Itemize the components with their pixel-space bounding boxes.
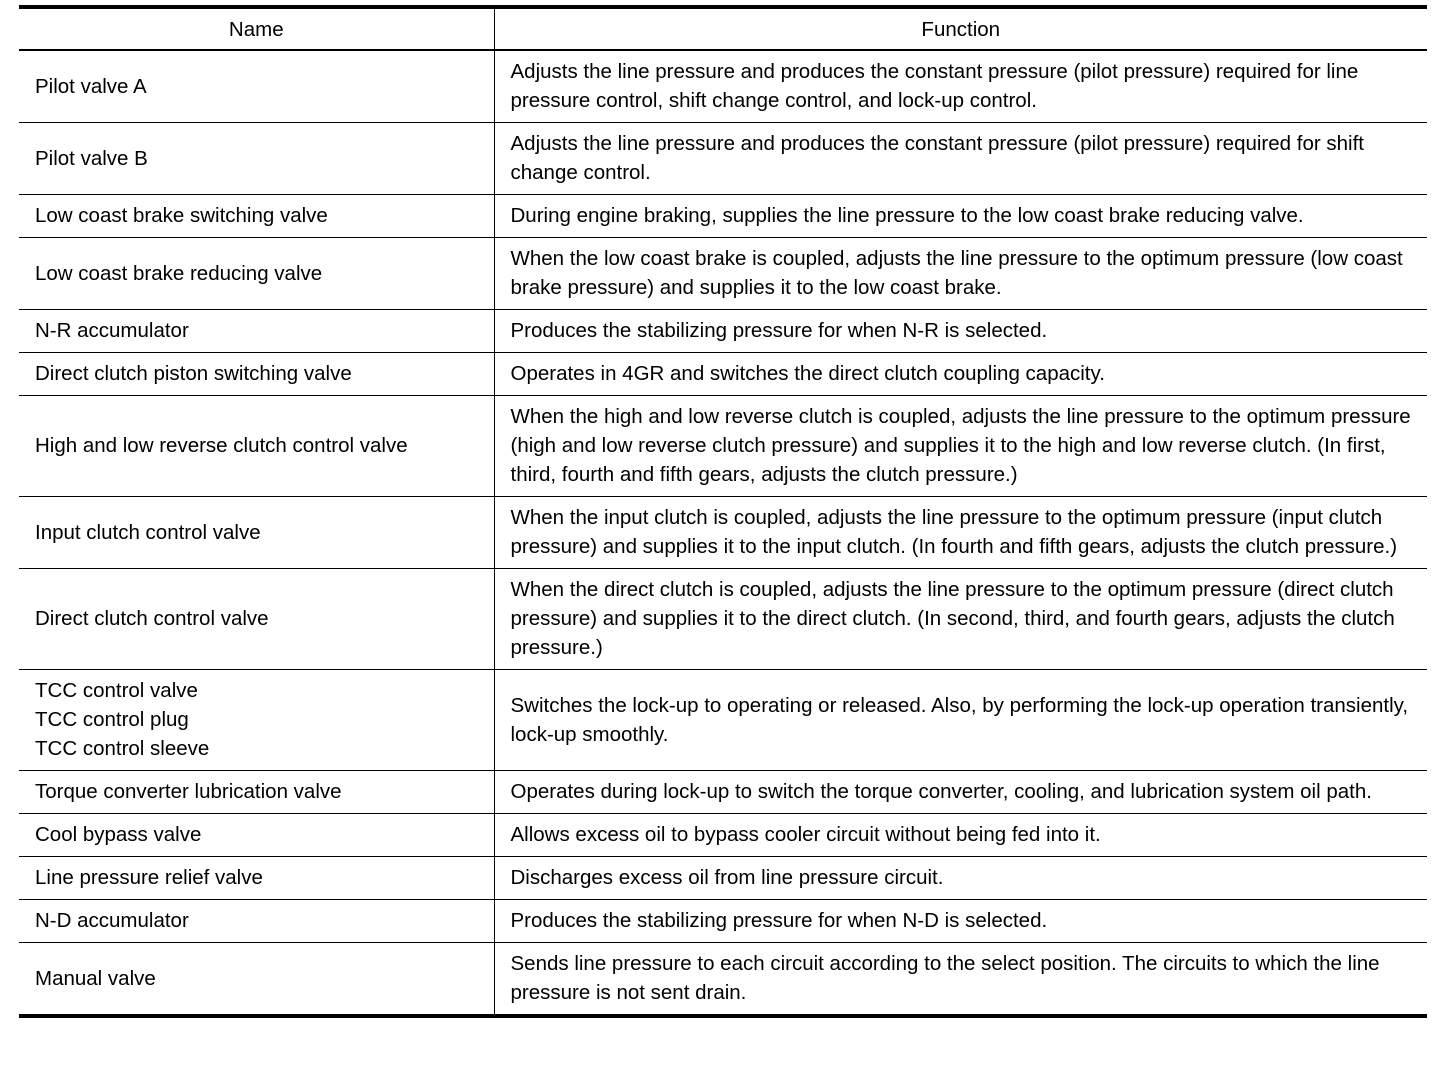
header-row <box>19 7 1427 50</box>
table-row <box>19 670 1427 771</box>
valve-name-cell: Cool bypass valve <box>19 814 494 857</box>
valve-name-cell: Low coast brake reducing valve <box>19 238 494 310</box>
valve-function-cell: Discharges excess oil from line pressure circuit. <box>494 857 1427 900</box>
valve-name-cell: Manual valve <box>19 943 494 1017</box>
table-row <box>19 353 1427 396</box>
valve-name-cell: Pilot valve A <box>19 50 494 123</box>
table-row <box>19 569 1427 670</box>
table-row <box>19 900 1427 943</box>
table-header <box>19 7 1427 50</box>
valve-function-cell: When the low coast brake is coupled, adjusts the line pressure to the optimum pressure (low coast brake pressure) and supplies it to the low coast brake. <box>494 238 1427 310</box>
valve-name-cell: N-D accumulator <box>19 900 494 943</box>
valve-name-cell: Input clutch control valve <box>19 497 494 569</box>
table-row <box>19 50 1427 123</box>
valve-function-cell: When the high and low reverse clutch is coupled, adjusts the line pressure to the optimum pressure (high and low reverse clutch pressure) and supplies it to the high and low reverse clutch. (In first, third, fourth and fifth gears, adjusts the clutch pressure.) <box>494 396 1427 497</box>
valve-name-cell: High and low reverse clutch control valve <box>19 396 494 497</box>
table-row <box>19 195 1427 238</box>
valve-function-cell: Operates in 4GR and switches the direct clutch coupling capacity. <box>494 353 1427 396</box>
table-body <box>19 50 1427 1016</box>
valve-function-cell: When the direct clutch is coupled, adjusts the line pressure to the optimum pressure (direct clutch pressure) and supplies it to the direct clutch. (In second, third, and fourth gears, adjusts the clutch pressure.) <box>494 569 1427 670</box>
table-row <box>19 943 1427 1017</box>
valve-function-cell: Adjusts the line pressure and produces the constant pressure (pilot pressure) required for line pressure control, shift change control, and lock-up control. <box>494 50 1427 123</box>
valve-function-cell: Produces the stabilizing pressure for when N-D is selected. <box>494 900 1427 943</box>
table-row <box>19 123 1427 195</box>
valve-name-cell: Pilot valve B <box>19 123 494 195</box>
valve-name-cell: Direct clutch piston switching valve <box>19 353 494 396</box>
valve-name-cell: Line pressure relief valve <box>19 857 494 900</box>
table-row <box>19 814 1427 857</box>
valve-name-cell: TCC control valve TCC control plug TCC control sleeve <box>19 670 494 771</box>
valve-function-cell: Produces the stabilizing pressure for when N-R is selected. <box>494 310 1427 353</box>
valve-function-cell: Sends line pressure to each circuit according to the select position. The circuits to which the line pressure is not sent drain. <box>494 943 1427 1017</box>
column-header-name: Name <box>19 7 494 50</box>
valve-function-cell: During engine braking, supplies the line pressure to the low coast brake reducing valve. <box>494 195 1427 238</box>
valve-function-cell: Switches the lock-up to operating or released. Also, by performing the lock-up operation transiently, lock-up smoothly. <box>494 670 1427 771</box>
valve-name-cell: Torque converter lubrication valve <box>19 771 494 814</box>
table-row <box>19 771 1427 814</box>
valve-name-cell: N-R accumulator <box>19 310 494 353</box>
table-row <box>19 310 1427 353</box>
table-row <box>19 396 1427 497</box>
valve-function-cell: Adjusts the line pressure and produces the constant pressure (pilot pressure) required for shift change control. <box>494 123 1427 195</box>
table-row <box>19 857 1427 900</box>
valve-function-table <box>19 5 1427 1018</box>
valve-name-cell: Direct clutch control valve <box>19 569 494 670</box>
valve-name-cell: Low coast brake switching valve <box>19 195 494 238</box>
valve-function-cell: Operates during lock-up to switch the torque converter, cooling, and lubrication system oil path. <box>494 771 1427 814</box>
valve-function-cell: Allows excess oil to bypass cooler circuit without being fed into it. <box>494 814 1427 857</box>
column-header-function: Function <box>494 7 1427 50</box>
table-row <box>19 238 1427 310</box>
table-row <box>19 497 1427 569</box>
valve-function-cell: When the input clutch is coupled, adjusts the line pressure to the optimum pressure (input clutch pressure) and supplies it to the input clutch. (In fourth and fifth gears, adjusts the clutch pressure.) <box>494 497 1427 569</box>
